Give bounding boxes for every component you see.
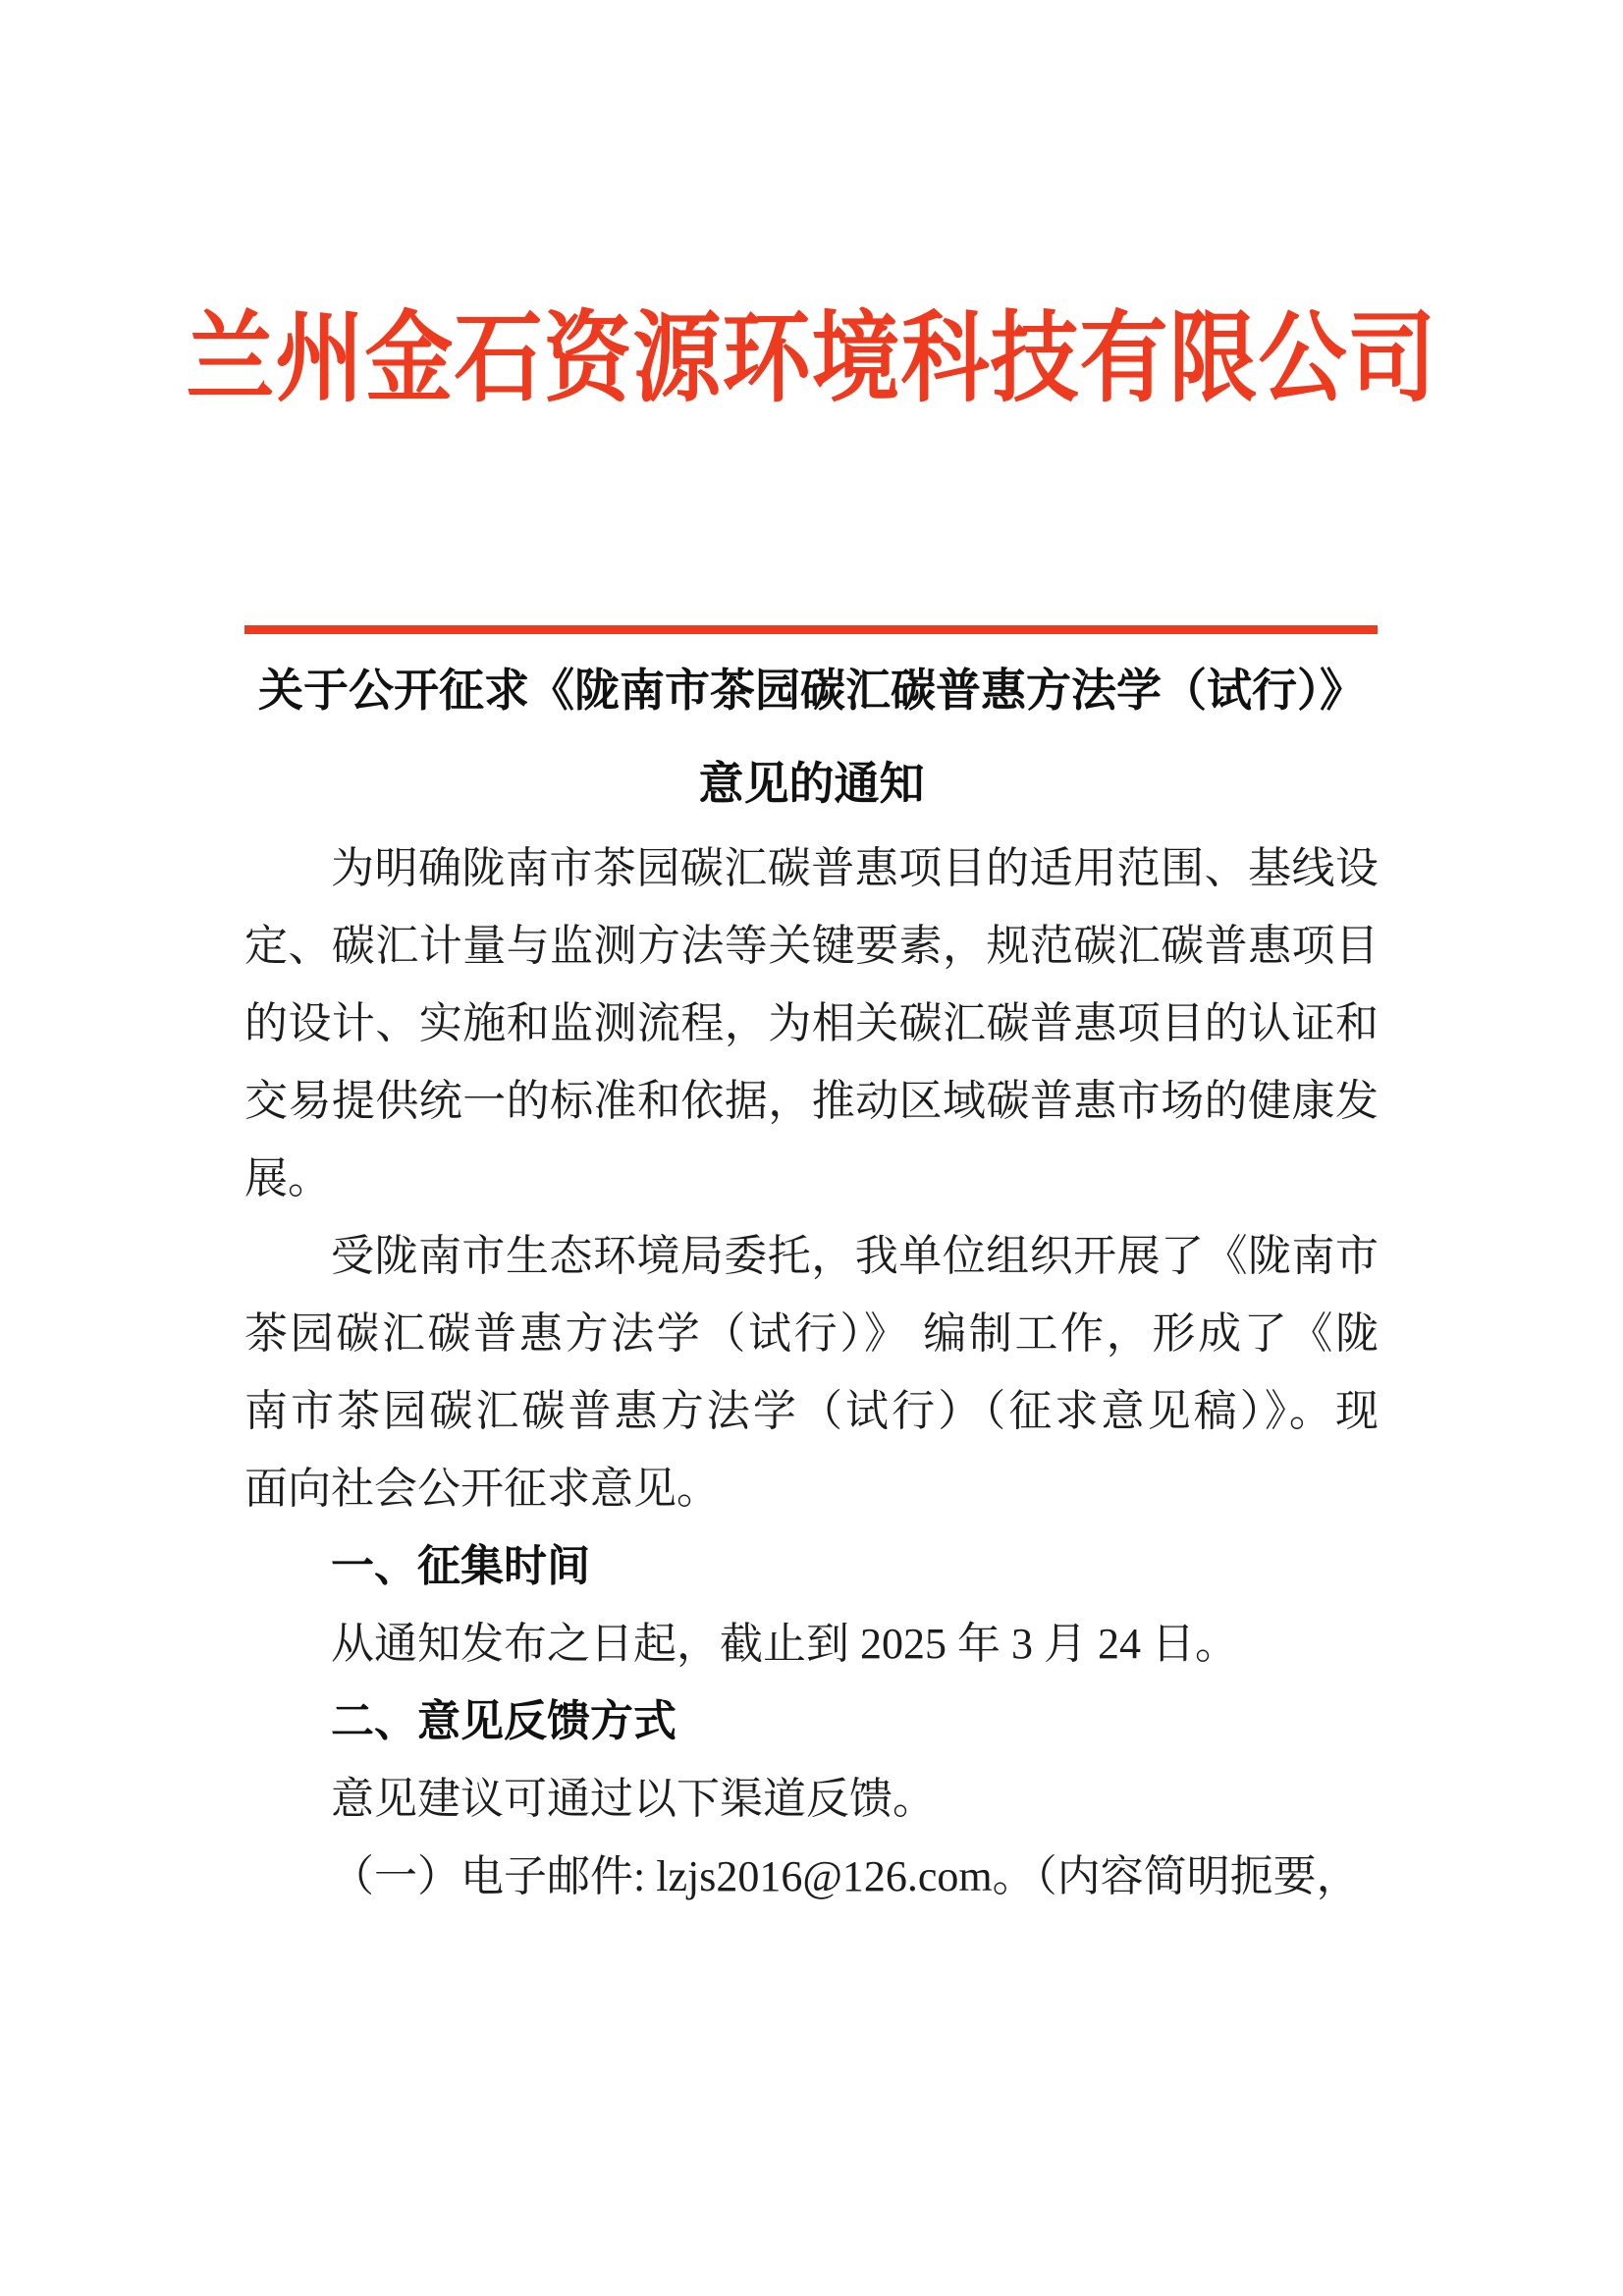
paragraph-deadline: 从通知发布之日起，截止到 2025 年 3 月 24 日。	[331, 1620, 1238, 1668]
section-heading-feedback-method: 二、意见反馈方式	[331, 1697, 676, 1745]
company-letterhead: 兰州金石资源环境科技有限公司	[186, 305, 1437, 414]
section-heading-collection-time: 一、征集时间	[331, 1542, 590, 1590]
notice-title-line2: 意见的通知	[698, 759, 925, 809]
body-line: 的设计、实施和监测流程，为相关碳汇碳普惠项目的认证和	[244, 999, 1379, 1047]
body-line: 交易提供统一的标准和依据，推动区域碳普惠市场的健康发	[244, 1077, 1379, 1125]
notice-body	[244, 829, 1379, 1915]
paragraph-email-channel	[244, 1838, 1379, 1915]
email-label: （一）电子邮件:	[331, 1852, 657, 1900]
body-line: 面向社会公开征求意见。	[244, 1465, 720, 1513]
body-line: 定、碳汇计量与监测方法等关键要素，规范碳汇碳普惠项目	[244, 922, 1379, 970]
body-line: 展。	[244, 1154, 331, 1202]
paragraph-feedback-channels: 意见建议可通过以下渠道反馈。	[331, 1775, 936, 1823]
paragraph-intro	[244, 829, 1379, 1217]
red-divider-line	[244, 625, 1378, 634]
email-suffix: 。（内容简明扼要，	[992, 1852, 1360, 1900]
paragraph-background	[244, 1217, 1379, 1527]
body-line: 南市茶园碳汇碳普惠方法学（试行）（征求意见稿）》。现	[244, 1387, 1379, 1435]
body-line: 茶园碳汇碳普惠方法学（试行）》 编制工作，形成了《陇	[244, 1309, 1379, 1358]
body-line: 受陇南市生态环境局委托，我单位组织开展了《陇南市	[331, 1232, 1379, 1280]
email-address: lzjs2016@126.com	[656, 1852, 993, 1900]
notice-title	[118, 644, 1505, 830]
notice-title-line1: 关于公开征求《陇南市茶园碳汇碳普惠方法学（试行）》	[258, 666, 1365, 716]
body-line: 为明确陇南市茶园碳汇碳普惠项目的适用范围、基线设	[331, 844, 1379, 892]
